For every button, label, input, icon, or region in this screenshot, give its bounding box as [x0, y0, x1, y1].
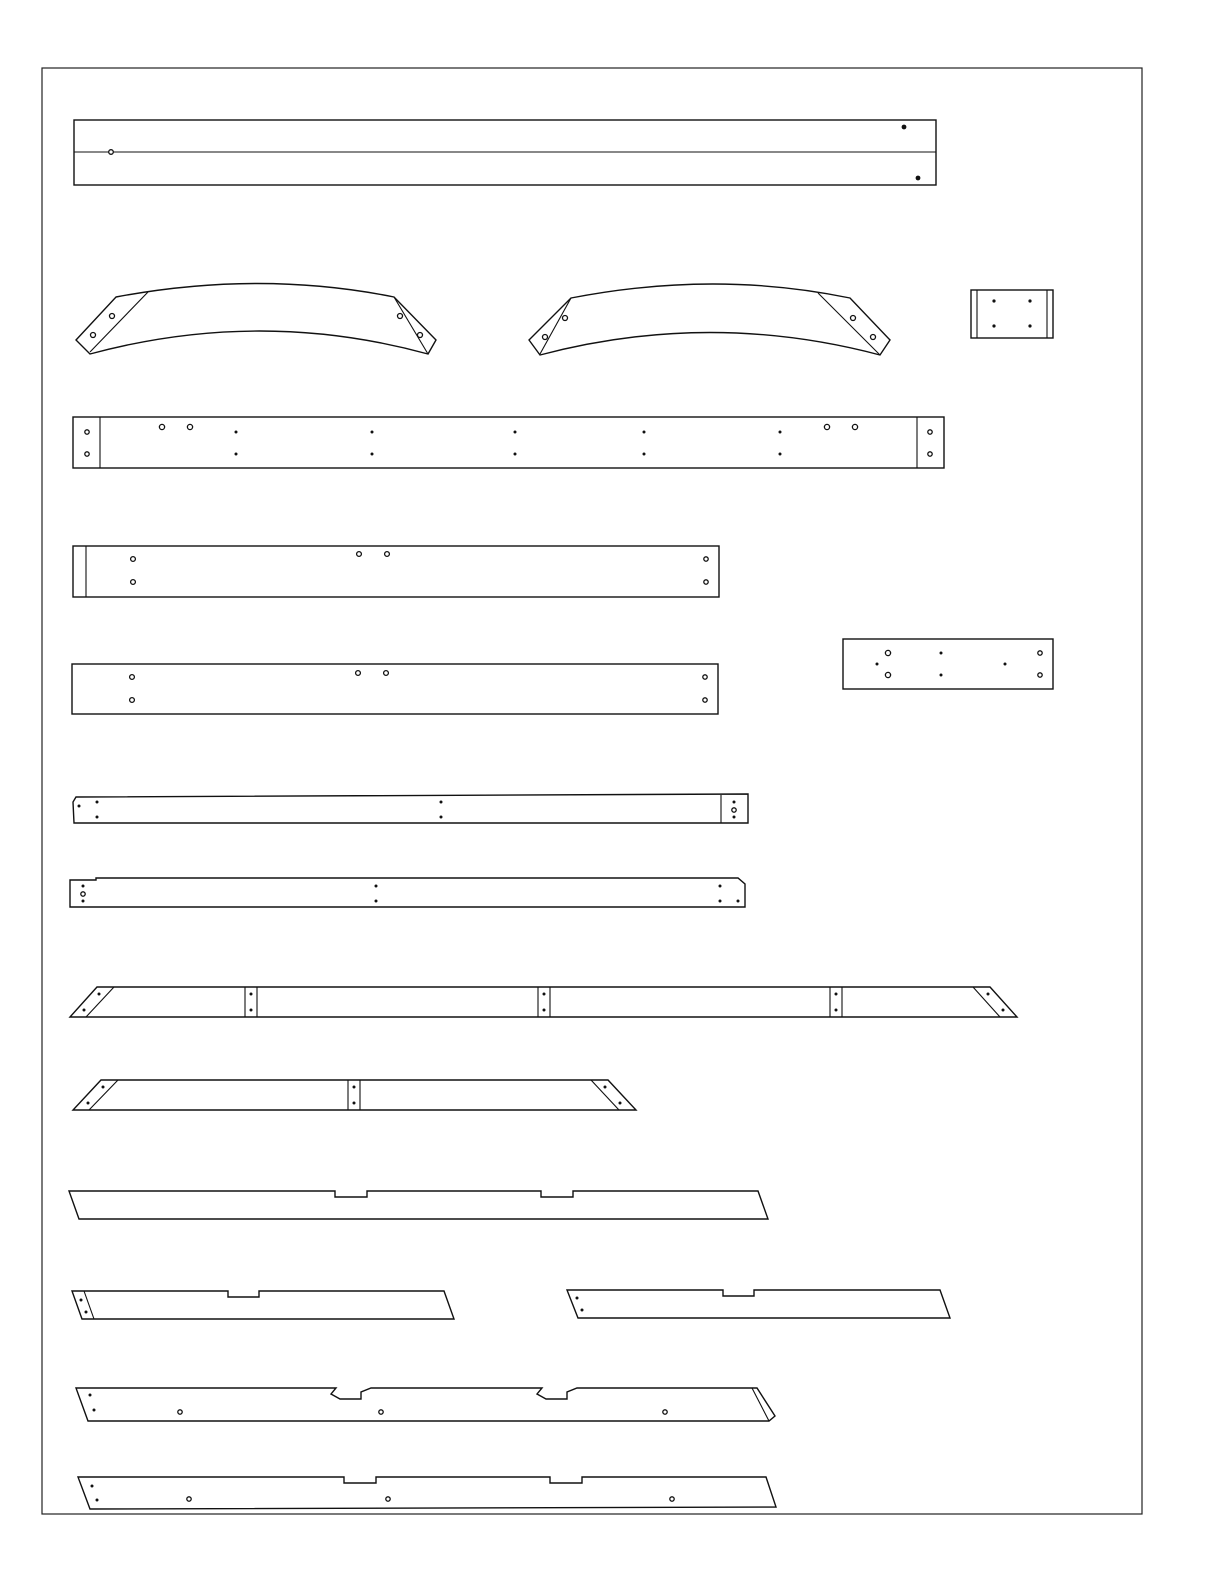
board-a	[73, 546, 719, 597]
rail-b	[70, 878, 745, 907]
notched-rail-long	[69, 1191, 768, 1219]
long-beam	[73, 417, 944, 468]
rail-a	[73, 794, 748, 823]
notched-rail-right	[567, 1290, 950, 1318]
notched-brace-a	[76, 1388, 775, 1421]
notched-brace-b	[78, 1477, 776, 1509]
curved-arch-right	[529, 284, 890, 355]
curved-arch-left	[76, 284, 436, 355]
short-angled-stringer	[73, 1080, 636, 1110]
spacer-plate	[843, 639, 1053, 689]
small-block	[971, 290, 1053, 338]
long-angled-stringer	[70, 987, 1017, 1017]
board-b	[72, 664, 718, 714]
long-plank	[74, 120, 936, 185]
notched-rail-left	[72, 1291, 454, 1319]
